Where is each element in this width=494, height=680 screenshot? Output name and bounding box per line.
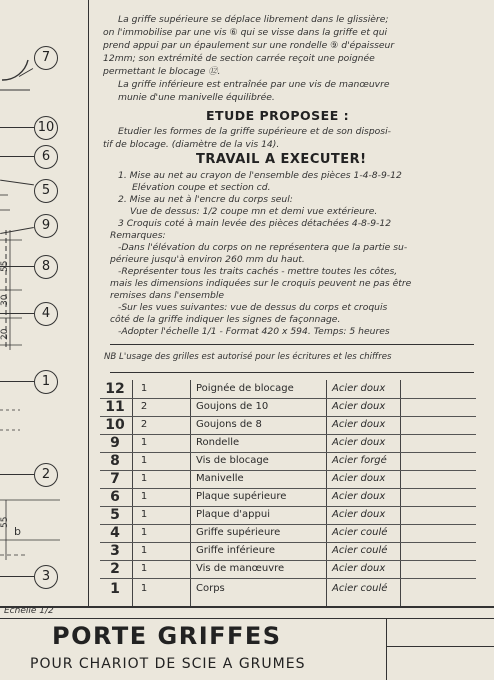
title-block-divider bbox=[386, 618, 387, 680]
part-number: 11 bbox=[105, 399, 125, 415]
part-number: 4 bbox=[110, 525, 120, 541]
balloon-3: 3 bbox=[34, 565, 58, 589]
part-qty: 1 bbox=[140, 509, 148, 520]
part-qty: 1 bbox=[140, 455, 148, 466]
leader-line bbox=[0, 313, 34, 314]
dimension-b: b bbox=[14, 525, 21, 538]
part-designation: Griffe supérieure bbox=[196, 527, 281, 538]
part-designation: Goujons de 8 bbox=[196, 419, 262, 430]
table-row bbox=[100, 580, 476, 598]
note-text: NB L'usage des grilles est autorisé pour les écritures et les chiffres bbox=[104, 352, 392, 362]
balloon-9: 9 bbox=[34, 214, 58, 238]
drawing-title: PORTE GRIFFES bbox=[52, 622, 282, 650]
travail-line: -Sur les vues suivantes: vue de dessus du corps et croquis bbox=[118, 302, 388, 313]
scale-label: Echelle 1/2 bbox=[4, 606, 54, 616]
part-material: Acier doux bbox=[332, 563, 386, 574]
description-line: prend appui par un épaulement sur une rondelle ⑨ d'épaisseur bbox=[103, 40, 395, 51]
travail-line: côté de la griffe indiquer les signes de façonnage. bbox=[110, 314, 341, 325]
description-line: La griffe supérieure se déplace librement dans le glissière; bbox=[118, 14, 389, 25]
table-row bbox=[100, 434, 476, 452]
balloon-7: 7 bbox=[34, 46, 58, 70]
part-number: 3 bbox=[110, 543, 120, 559]
table-row bbox=[100, 380, 476, 398]
table-row bbox=[100, 398, 476, 416]
part-material: Acier doux bbox=[332, 491, 386, 502]
part-qty: 1 bbox=[140, 473, 148, 484]
sheet-border-line bbox=[88, 0, 89, 606]
table-row bbox=[100, 452, 476, 470]
travail-line: -Dans l'élévation du corps on ne représentera que la partie su- bbox=[118, 242, 408, 253]
separator-line bbox=[110, 344, 474, 345]
description-line: permettant le blocage ⑫. bbox=[103, 66, 221, 77]
travail-line: périeure jusqu'à environ 260 mm du haut. bbox=[110, 254, 305, 265]
etude-heading: ETUDE PROPOSEE : bbox=[206, 108, 350, 123]
table-row bbox=[100, 416, 476, 434]
travail-line: Vue de dessus: 1/2 coupe mn et demi vue extérieure. bbox=[130, 206, 378, 217]
title-block-divider bbox=[0, 618, 494, 619]
balloon-4: 4 bbox=[34, 302, 58, 326]
table-row bbox=[100, 524, 476, 542]
travail-line: Elévation coupe et section cd. bbox=[132, 182, 271, 193]
part-number: 1 bbox=[110, 581, 120, 597]
row-divider bbox=[100, 578, 476, 579]
part-material: Acier coulé bbox=[332, 527, 388, 538]
part-designation: Goujons de 10 bbox=[196, 401, 269, 412]
part-qty: 2 bbox=[140, 419, 148, 430]
leader-line bbox=[0, 156, 34, 157]
part-number: 12 bbox=[105, 381, 125, 397]
part-qty: 2 bbox=[140, 401, 148, 412]
leader-line bbox=[0, 576, 34, 577]
leader-line bbox=[0, 127, 34, 128]
part-number: 9 bbox=[110, 435, 120, 451]
part-designation: Vis de manœuvre bbox=[196, 563, 285, 574]
part-qty: 1 bbox=[140, 437, 148, 448]
travail-line: 2. Mise au net à l'encre du corps seul: bbox=[118, 194, 293, 205]
part-material: Acier doux bbox=[332, 437, 386, 448]
description-line: 12mm; son extrémité de section carrée reçoit une poignée bbox=[103, 53, 375, 64]
description-line: on l'immobilise par une vis ⑥ qui se visse dans la griffe et qui bbox=[103, 27, 388, 38]
travail-line: 1. Mise au net au crayon de l'ensemble des pièces 1-4-8-9-12 bbox=[118, 170, 402, 181]
part-material: Acier doux bbox=[332, 473, 386, 484]
etude-line: Etudier les formes de la griffe supérieure et de son disposi- bbox=[118, 126, 391, 137]
drawing-subtitle: POUR CHARIOT DE SCIE A GRUMES bbox=[30, 656, 306, 672]
dimension-20: 20 bbox=[0, 328, 10, 340]
dimension-55: 55 bbox=[0, 260, 10, 272]
balloon-5: 5 bbox=[34, 179, 58, 203]
part-material: Acier coulé bbox=[332, 545, 388, 556]
assembly-drawing-fragment bbox=[0, 0, 100, 606]
separator-line bbox=[110, 372, 474, 373]
part-number: 2 bbox=[110, 561, 120, 577]
balloon-1: 1 bbox=[34, 370, 58, 394]
part-designation: Corps bbox=[196, 583, 225, 594]
part-number: 8 bbox=[110, 453, 120, 469]
part-designation: Griffe inférieure bbox=[196, 545, 276, 556]
part-qty: 1 bbox=[140, 583, 148, 594]
part-material: Acier doux bbox=[332, 401, 386, 412]
part-number: 7 bbox=[110, 471, 120, 487]
part-qty: 1 bbox=[140, 527, 148, 538]
table-row bbox=[100, 488, 476, 506]
part-qty: 1 bbox=[140, 545, 148, 556]
etude-line: tif de blocage. (diamètre de la vis 14). bbox=[103, 139, 280, 150]
title-block-divider bbox=[386, 646, 494, 647]
part-qty: 1 bbox=[140, 383, 148, 394]
part-material: Acier doux bbox=[332, 509, 386, 520]
travail-line: mais les dimensions indiquées sur le croquis peuvent ne pas être bbox=[110, 278, 412, 289]
table-row bbox=[100, 470, 476, 488]
balloon-2: 2 bbox=[34, 463, 58, 487]
table-row bbox=[100, 542, 476, 560]
part-designation: Vis de blocage bbox=[196, 455, 269, 466]
table-row bbox=[100, 560, 476, 578]
leader-line bbox=[0, 474, 34, 475]
dimension-30: 30 bbox=[0, 294, 10, 306]
balloon-6: 6 bbox=[34, 145, 58, 169]
travail-line: -Adopter l'échelle 1/1 - Format 420 x 594. Temps: 5 heures bbox=[118, 326, 390, 337]
part-material: Acier forgé bbox=[332, 455, 387, 466]
travail-line: remises dans l'ensemble bbox=[110, 290, 225, 301]
description-line: munie d'une manivelle équilibrée. bbox=[118, 92, 275, 103]
part-material: Acier coulé bbox=[332, 583, 388, 594]
part-number: 5 bbox=[110, 507, 120, 523]
balloon-10: 10 bbox=[34, 116, 58, 140]
dimension-55-lower: 55 bbox=[0, 516, 10, 528]
part-material: Acier doux bbox=[332, 383, 386, 394]
part-designation: Manivelle bbox=[196, 473, 244, 484]
part-designation: Plaque d'appui bbox=[196, 509, 270, 520]
part-number: 6 bbox=[110, 489, 120, 505]
leader-line bbox=[0, 381, 34, 382]
travail-line: 3 Croquis coté à main levée des pièces détachées 4-8-9-12 bbox=[118, 218, 392, 229]
part-designation: Poignée de blocage bbox=[196, 383, 294, 394]
part-number: 10 bbox=[105, 417, 125, 433]
description-line: La griffe inférieure est entraînée par une vis de manœuvre bbox=[118, 79, 390, 90]
balloon-8: 8 bbox=[34, 255, 58, 279]
part-designation: Rondelle bbox=[196, 437, 240, 448]
travail-line: -Représenter tous les traits cachés - mettre toutes les côtes, bbox=[118, 266, 398, 277]
part-material: Acier doux bbox=[332, 419, 386, 430]
table-row bbox=[100, 506, 476, 524]
travail-heading: TRAVAIL A EXECUTER! bbox=[196, 152, 367, 167]
part-qty: 1 bbox=[140, 563, 148, 574]
travail-line: Remarques: bbox=[110, 230, 166, 241]
part-qty: 1 bbox=[140, 491, 148, 502]
part-designation: Plaque supérieure bbox=[196, 491, 287, 502]
